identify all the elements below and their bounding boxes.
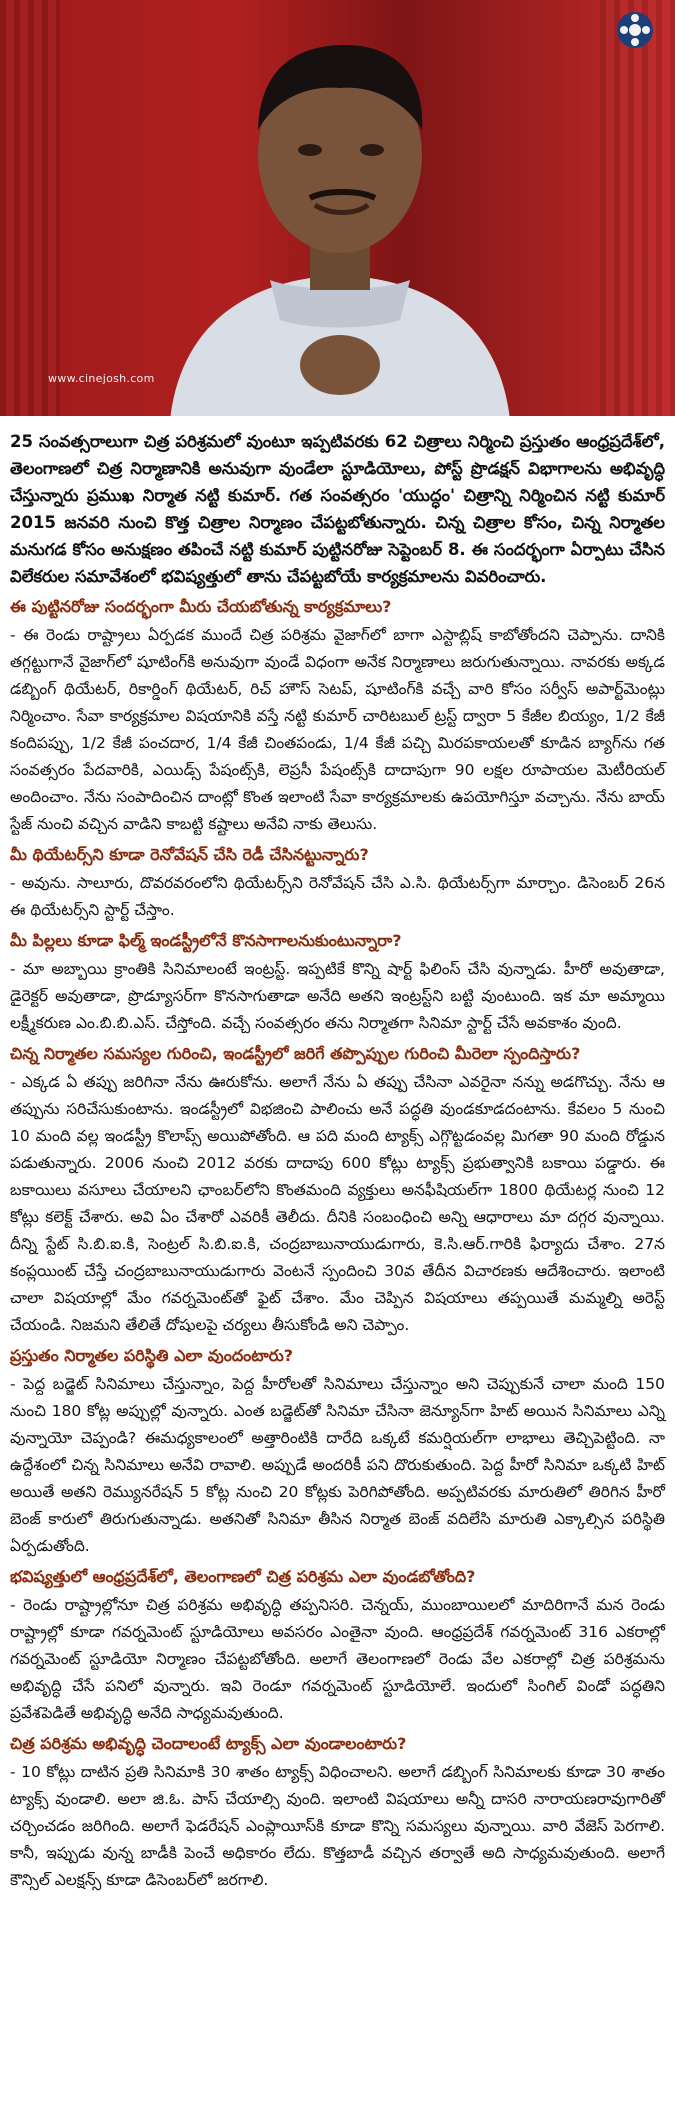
answer: - 10 కోట్లు దాటిన ప్రతి సినిమాకి 30 శాతం ట్యాక్స్ విధించాలని. అలాగే డబ్బింగ్ సినిమాలకు కూడా 30 శాతం ట్యాక్స్ వుండాలి. అలా జి.ఓ. పాస్ చేయాల్సి వుంది. ఇలాంటి విషయాలు అన్నీ దాసరి నారాయణరావుగారితో చర్చించడం జరిగింది. అలాగే ఫెడరేషన్ ఎంప్లాయీస్‌కి కూడా కొన్ని సమస్యలు వున్నాయి. వారి వేజెస్ పెరగాలి. కానీ, ఇప్పుడు వున్న బాడీకి పెంచే అధికారం లేదు. కొత్తబాడీ వచ్చిన తర్వాతే అది సాధ్యమవుతుంది. అలాగే కౌన్సిల్ ఎలక్షన్స్ కూడా డిసెంబర్‌లో జరగాలి.	[10, 1763, 665, 1889]
question: మీ థియేటర్స్‌ని కూడా రెనోవేషన్ చేసి రెడీ చేసినట్టున్నారు?	[10, 845, 369, 864]
article-body	[10, 428, 665, 1896]
answer: - ఈ రెండు రాష్ట్రాలు ఏర్పడక ముందే చిత్ర పరిశ్రమ వైజాగ్‌లో బాగా ఎస్టాబ్లిష్ కాబోతోందని చెప్పాను. దానికి తగ్గట్టుగానే వైజాగ్‌లో షూటింగ్‌కి అనువుగా వుండే విధంగా అనేక నిర్మాణాలు జరుగుతున్నాయి. నావరకు అక్కడ డబ్బింగ్ థియేటర్, రికార్డింగ్ థియేటర్, రిచ్ హౌస్ సెటప్, షూటింగ్‌కి వచ్చే వారి కోసం సర్వీస్ అపార్ట్‌మెంట్లు నిర్మించాం. సేవా కార్యక్రమాల విషయానికి వస్తే నట్టి కుమార్ చారిటబుల్ ట్రస్ట్ ద్వారా 5 కేజీల బియ్యం, 1/2 కేజీ కందిపప్పు, 1/2 కేజీ పంచదార, 1/4 కేజీ చింతపండు, 1/4 కేజీ పచ్చి మిరపకాయలతో కూడిన బ్యాగ్‌ను గత సంవత్సరం పేదవారికి, ఎయిడ్స్ పేషంట్స్‌కి, లెప్రసీ పేషంట్స్‌కి దాదాపుగా 90 లక్షల రూపాయల మెటీరియల్ అందించాం. నేను సంపాదించిన దాంట్లో కొంత ఇలాంటి సేవా కార్యక్రమాలకు ఉపయోగిస్తూ వచ్చాను. నేను బాయ్ స్టేజ్ నుంచి వచ్చిన వాడిని కాబట్టి కష్టాలు అనేవి నాకు తెలుసు.	[10, 626, 665, 833]
question: భవిష్యత్తులో ఆంధ్రప్రదేశ్‌లో, తెలంగాణలో చిత్ర పరిశ్రమ ఎలా వుండబోతోంది?	[10, 1567, 476, 1586]
film-reel-logo-icon	[605, 6, 665, 56]
answer: - మా అబ్బాయి క్రాంతికి సినిమాలంటే ఇంట్రస్ట్. ఇప్పటికే కొన్ని షార్ట్ ఫిలింస్ చేసి వున్నాడు. హీరో అవుతాడా, డైరెక్టర్ అవుతాడా, ప్రొడ్యూసర్‌గా కొనసాగుతాడా అనేది అతని ఇంట్రస్ట్‌ని బట్టి వుంటుంది. ఇక మా అమ్మాయి లక్ష్మీకరుణ ఎం.బి.బి.ఎస్. చేస్తోంది. వచ్చే సంవత్సరం తను నిర్మాతగా సినిమా స్టార్ట్ చేసే అవకాశం వుంది.	[10, 960, 665, 1032]
answer: - రెండు రాష్ట్రాల్లోనూ చిత్ర పరిశ్రమ అభివృద్ధి తప్పనిసరి. చెన్నయ్, ముంబాయిలలో మాదిరిగానే మన రెండు రాష్ట్రాల్లో కూడా గవర్నమెంట్ స్టూడియోలు అవసరం ఎంతైనా వుంది. ఆంధ్రప్రదేశ్ గవర్నమెంట్ 316 ఎకరాల్లో గవర్నమెంట్ స్టూడియో నిర్మాణం చేపట్టబోతోంది. అలాగే తెలంగాణలో రెండు వేల ఎకరాల్లో చిత్ర పరిశ్రమను అభివృద్ధి చేసే పనిలో వున్నారు. ఇవి రెండూ గవర్నమెంట్ స్టూడియోలే. ఇందులో సింగిల్ విండో పద్ధతిని ప్రవేశపెడితే అభివృద్ధి అనేది సాధ్యమవుతుంది.	[10, 1596, 665, 1722]
question: చిన్న నిర్మాతల సమస్యల గురించి, ఇండస్ట్రీలో జరిగే తప్పొప్పుల గురించి మీరెలా స్పందిస్తారు?	[10, 1044, 581, 1063]
answer: - అవును. సాలూరు, దొవరవరంలోని థియేటర్స్‌ని రెనోవేషన్ చేసి ఎ.సి. థియేటర్స్‌గా మార్చాం. డిసెంబర్ 26న ఈ థియేటర్స్‌ని స్టార్ట్ చేస్తాం.	[10, 874, 665, 919]
question: చిత్ర పరిశ్రమ అభివృద్ధి చెందాలంటే ట్యాక్స్ ఎలా వుండాలంటారు?	[10, 1734, 407, 1753]
question: మీ పిల్లలు కూడా ఫిల్మ్ ఇండస్ట్రీలోనే కొనసాగాలనుకుంటున్నారా?	[10, 931, 402, 950]
question: ప్రస్తుతం నిర్మాతల పరిస్థితి ఎలా వుందంటారు?	[10, 1346, 294, 1365]
article-intro: 25 సంవత్సరాలుగా చిత్ర పరిశ్రమలో వుంటూ ఇప్పటివరకు 62 చిత్రాలు నిర్మించి ప్రస్తుతం ఆంధ్రప్రదేశ్‌లో, తెలంగాణలో చిత్ర నిర్మాణానికి అనువుగా వుండేలా స్టూడియోలు, పోస్ట్ ప్రొడక్షన్ విభాగాలను అభివృద్ధి చేస్తున్నారు ప్రముఖ నిర్మాత నట్టి కుమార్. గత సంవత్సరం 'యుద్ధం' చిత్రాన్ని నిర్మించిన నట్టి కుమార్ 2015 జనవరి నుంచి కొత్త చిత్రాల నిర్మాణం చేపట్టబోతున్నారు. చిన్న చిత్రాల కోసం, చిన్న నిర్మాతల మనుగడ కోసం అనుక్షణం తపించే నట్టి కుమార్ పుట్టినరోజు సెప్టెంబర్ 8. ఈ సందర్భంగా ఏర్పాటు చేసిన విలేకరుల సమావేశంలో భవిష్యత్తులో తాను చేపట్టబోయే కార్యక్రమాలను వివరించారు.	[10, 432, 665, 586]
producer-portrait	[150, 30, 530, 416]
curtain-right	[600, 0, 675, 416]
answer: - ఎక్కడ ఏ తప్పు జరిగినా నేను ఊరుకోను. అలాగే నేను ఏ తప్పు చేసినా ఎవరైనా నన్ను అడగొచ్చు. నేను ఆ తప్పును సరిచేసుకుంటాను. ఇండస్ట్రీలో విభజించి పాలించు అనే పద్ధతి వుండకూడదంటాను. కేవలం 5 నుంచి 10 మంది వల్ల ఇండస్ట్రీ కొలాప్స్ అయిపోతోంది. ఆ పది మంది ట్యాక్స్ ఎగ్గొట్టడంవల్ల మిగతా 90 మంది రోడ్డున పడుతున్నారు. 2006 నుంచి 2012 వరకు దాదాపు 600 కోట్లు ట్యాక్స్ ప్రభుత్వానికి బకాయి పడ్డారు. ఈ బకాయిలు వసూలు చేయాలని ఛాంబర్‌లోని కొంతమంది వ్యక్తులు అనఫీషియల్‌గా 1800 థియేటర్ల నుంచి 12 కోట్లు కలెక్ట్ చేశారు. అవి ఏం చేశారో ఎవరికీ తెలీదు. దీనికి సంబంధించి అన్ని ఆధారాలు మా దగ్గర వున్నాయి. దీన్ని స్టేట్ సి.బి.ఐ.కి, సెంట్రల్ సి.బి.ఐ.కి, చంద్రబాబునాయుడుగారు, కె.సి.ఆర్.గారికి ఫిర్యాదు చేశాం. 27న కంప్లయింట్ చేస్తే చంద్రబాబునాయుడుగారు వెంటనే స్పందించి 30వ తేదీన విచారణకు ఆదేశించారు. ఇలాంటి చాలా విషయాల్లో మేం గవర్నమెంట్‌తో ఫైట్ చేశాం. మేం చెప్పిన విషయాలు తప్పయితే మమ్మల్ని అరెస్ట్ చేయండి. నిజమని తేలితే దోషులపై చర్యలు తీసుకోండి అని చెప్పాం.	[10, 1073, 665, 1334]
curtain-left	[0, 0, 60, 416]
watermark: www.cinejosh.com	[48, 372, 155, 385]
header-photo	[0, 0, 675, 416]
question: ఈ పుట్టినరోజు సందర్భంగా మీరు చేయబోతున్న కార్యక్రమాలు?	[10, 597, 392, 616]
answer: - పెద్ద బడ్జెట్ సినిమాలు చేస్తున్నాం, పెద్ద హీరోలతో సినిమాలు చేస్తున్నాం అని చెప్పుకునే చాలా మంది 150 నుంచి 180 కోట్ల అప్పుల్లో వున్నారు. ఎంత బడ్జెట్‌తో సినిమా చేసినా జెన్యూన్‌గా హిట్ అయిన సినిమాలు ఎన్ని వున్నాయో చెప్పండి? ఈమధ్యకాలంలో అత్తారింటికి దారేది ఒక్కటే కమర్షియల్‌గా లాభాలు తెచ్చిపెట్టింది. నా ఉద్దేశంలో చిన్న సినిమాలు అనేవి రావాలి. అప్పుడే అందరికీ పని దొరుకుతుంది. పెద్ద హీరో సినిమా ఒక్కటి హిట్ అయితే అతని రెమ్యునరేషన్ 5 కోట్ల నుంచి 20 కోట్లకు పెరిగిపోతోంది. అప్పటివరకు మారుతిలో తిరిగిన హీరో బెంజ్ కారులో తిరుగుతున్నాడు. అతనితో సినిమా తీసిన నిర్మాత బెంజ్ వదిలేసి మారుతి ఎక్కాల్సిన పరిస్థితి ఏర్పడుతోంది.	[10, 1375, 665, 1555]
